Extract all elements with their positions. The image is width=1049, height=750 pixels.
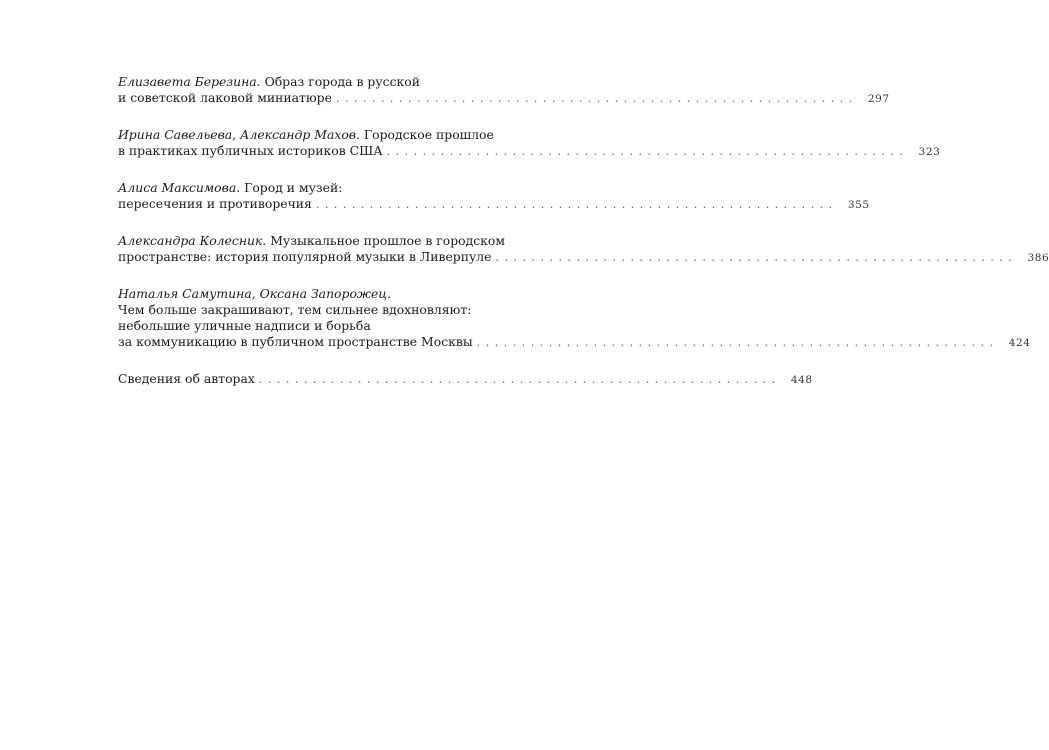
- toc-entry-title: Городское прошлое: [363, 127, 494, 142]
- dot-leader: ..........................................................: [386, 145, 909, 158]
- toc-entry-page-number: 355: [847, 199, 870, 211]
- toc-entry-last-line: [118, 371, 813, 388]
- dot-leader: ..........................................................: [258, 373, 781, 386]
- toc-entry-last-line: [118, 334, 1031, 351]
- toc-entry-author: Александра Колесник.: [118, 233, 267, 248]
- toc-entry-first-line: [118, 233, 506, 249]
- toc-entry-title: Сведения об авторах: [118, 371, 255, 386]
- toc-entry-title-end: пересечения и противоречия: [118, 196, 312, 211]
- toc-entry-author: Елизавета Березина.: [118, 74, 261, 89]
- toc-entry-author: Алиса Максимова.: [118, 180, 241, 195]
- toc-entry-title: Образ города в русской: [264, 74, 420, 89]
- toc-entry-page-number: 297: [867, 93, 890, 105]
- toc-entry-title: Город и музей:: [244, 180, 343, 195]
- toc-entry-samutina-zaporozhets[interactable]: [118, 286, 1031, 351]
- dot-leader: ..........................................................: [495, 251, 1018, 264]
- toc-entry-title: Чем больше закрашивают, тем сильнее вдохновляют:: [118, 302, 472, 317]
- toc-entry-kolesnik[interactable]: [118, 233, 1049, 266]
- dot-leader: ..........................................................: [335, 92, 858, 105]
- toc-entry-title-end: в практиках публичных историков США: [118, 143, 383, 158]
- toc-entry-last-line: [118, 249, 1049, 266]
- toc-entry-title-end: пространстве: история популярной музыки в Ливерпуле: [118, 249, 492, 264]
- toc-entry-page-number: 386: [1027, 252, 1049, 264]
- toc-entry-first-line: [118, 127, 498, 143]
- toc-entry-savelieva-makhov[interactable]: [118, 127, 941, 160]
- toc-entry-title: небольшие уличные надписи и борьба: [118, 318, 371, 333]
- table-of-contents: [118, 74, 1049, 408]
- toc-entry-maksimova[interactable]: [118, 180, 870, 213]
- toc-entry-first-line: [118, 180, 498, 196]
- toc-entry-page-number: 323: [918, 146, 941, 158]
- toc-entry-last-line: [118, 143, 941, 160]
- toc-entry-page-number: 424: [1008, 337, 1031, 349]
- dot-leader: ..........................................................: [315, 198, 838, 211]
- toc-entry-authors-info[interactable]: [118, 371, 813, 388]
- toc-entry-title-end: за коммуникацию в публичном пространстве Москвы: [118, 334, 473, 349]
- toc-entry-first-line: [118, 74, 498, 90]
- toc-entry-title-end: и советской лаковой миниатюре: [118, 90, 332, 105]
- toc-entry-page-number: 448: [790, 374, 813, 386]
- dot-leader: ..........................................................: [476, 336, 999, 349]
- toc-entry-last-line: [118, 90, 890, 107]
- toc-entry-author: Наталья Самутина, Оксана Запорожец.: [118, 286, 391, 301]
- toc-entry-last-line: [118, 196, 870, 213]
- toc-entry-author: Ирина Савельева, Александр Махов.: [118, 127, 360, 142]
- toc-entry-berezina[interactable]: [118, 74, 890, 107]
- toc-entry-title: Музыкальное прошлое в городском: [270, 233, 506, 248]
